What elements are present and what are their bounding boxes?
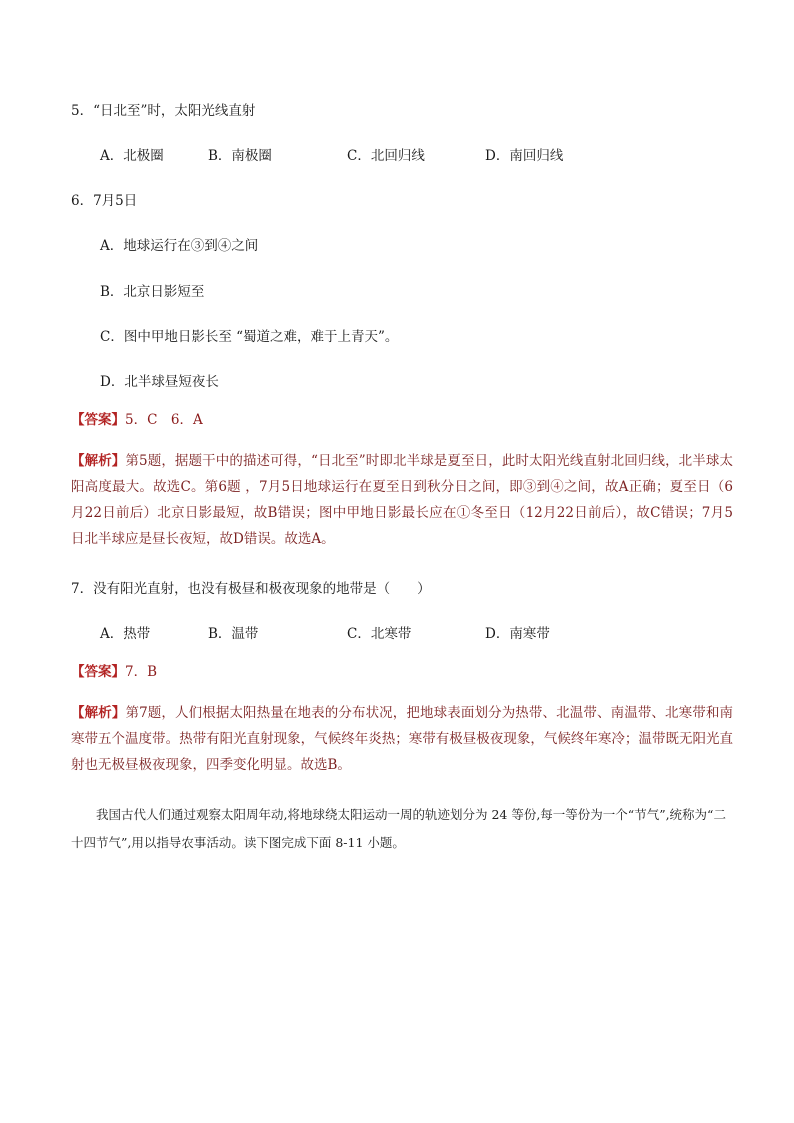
question-5-option-d: D．南回归线 — [485, 148, 564, 164]
question-5-option-c: C．北回归线 — [347, 148, 425, 164]
answer-block-1 — [71, 410, 203, 430]
question-6-option-c: C．图中甲地日影长至 “蜀道之难，难于上青天”。 — [100, 329, 399, 345]
question-6-stem: 6．7月5日 — [71, 193, 138, 209]
question-7-option-c: C．北寒带 — [347, 626, 412, 642]
answer-tag: 【答案】 — [71, 664, 125, 680]
analysis-block-2 — [71, 700, 733, 778]
question-7-option-a: A．热带 — [100, 626, 151, 642]
analysis-block-1 — [71, 448, 733, 552]
analysis-text: 第5题，据题干中的描述可得，“日北至”时即北半球是夏至日，此时太阳光线直射北回归线，北半球太阳高度最大。故选C。第6题 ，7月5日地球运行在夏至日到秋分日之间，即③到④之间，故A正确；夏至日（6月22日前后）北京日影最短，故B错误；图中甲地日影最长应在①冬至日（12月22日前后），故C错误；7月5日北半球应是昼长夜短，故D错误。故选A。 — [71, 453, 733, 547]
analysis-tag: 【解析】 — [71, 453, 126, 469]
answer-text: 7．B — [125, 664, 158, 680]
question-7-option-b: B．温带 — [208, 626, 259, 642]
question-5-stem: 5．“日北至”时，太阳光线直射 — [71, 103, 256, 119]
answer-text: 5．C 6．A — [125, 412, 203, 428]
question-5-option-b: B．南极圈 — [208, 148, 272, 164]
question-7-option-d: D．南寒带 — [485, 626, 550, 642]
question-6-option-a: A．地球运行在③到④之间 — [100, 238, 259, 254]
question-6-option-b: B．北京日影短至 — [100, 284, 205, 300]
question-7-stem: 7．没有阳光直射，也没有极昼和极夜现象的地带是（ ） — [71, 581, 431, 597]
answer-tag: 【答案】 — [71, 412, 125, 428]
answer-block-2 — [71, 662, 157, 682]
reading-passage: 我国古代人们通过观察太阳周年动,将地球绕太阳运动一周的轨迹划分为 24 等份,每一等份为一个“节气”,统称为“二十四节气”,用以指导农事活动。读下图完成下面 8-11 小题。 — [71, 807, 726, 850]
question-6-option-d: D．北半球昼短夜长 — [100, 374, 219, 390]
analysis-text: 第7题，人们根据太阳热量在地表的分布状况，把地球表面划分为热带、北温带、南温带、北寒带和南寒带五个温度带。热带有阳光直射现象，气候终年炎热；寒带有极昼极夜现象，气候终年寒冷；温带既无阳光直射也无极昼极夜现象，四季变化明显。故选B。 — [71, 705, 733, 773]
analysis-tag: 【解析】 — [71, 705, 126, 721]
question-5-option-a: A．北极圈 — [100, 148, 164, 164]
